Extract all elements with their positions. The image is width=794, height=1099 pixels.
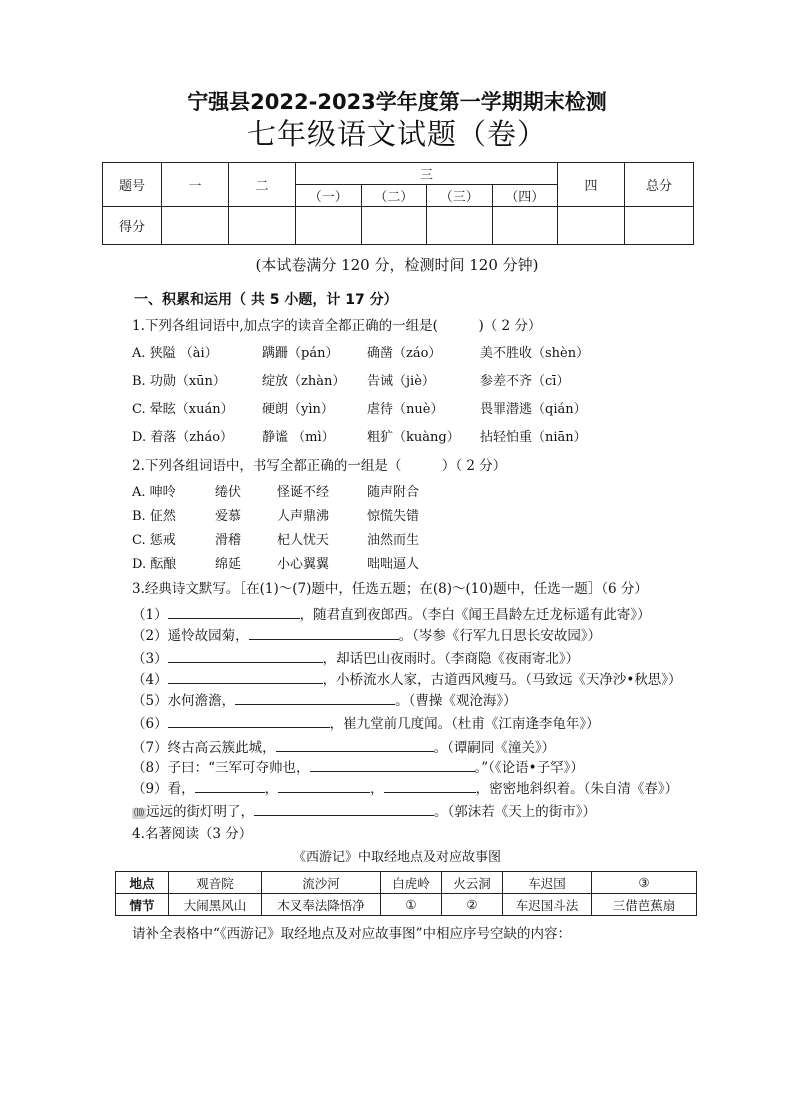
option-a-item: 怪诞不经	[277, 485, 330, 500]
score-sub-4: （四）	[492, 185, 558, 207]
recite-num: （1）	[132, 607, 168, 623]
answer-blank[interactable]	[168, 604, 300, 619]
option-a-item: 蹒跚（pán）	[262, 346, 339, 361]
journey-cell: 木叉奉法降悟净	[262, 894, 381, 916]
journey-blank-3[interactable]: ③	[592, 872, 697, 894]
exam-subtitle: 七年级语文试题（卷）	[246, 117, 547, 151]
option-c-item: 油然而生	[367, 533, 420, 548]
option-d-item: 绵延	[215, 557, 242, 572]
exam-note: (本试卷满分 120 分，检测时间 120 分钟)	[255, 256, 539, 274]
option-b-item: 参差不齐（cī）	[480, 374, 570, 389]
recite-line-1	[132, 603, 651, 623]
recite-num: （7）终古高云簇此城，	[132, 740, 276, 756]
option-d-item: 粗犷（kuàng）	[367, 430, 460, 445]
recite-tail: ，密密地斜织着。（朱自清《春》）	[475, 781, 679, 797]
recite-mid: 远远的街灯明了，	[146, 804, 254, 820]
journey-blank-2[interactable]: ②	[442, 894, 503, 916]
answer-blank[interactable]	[276, 737, 434, 752]
recite-tail: ，却话巴山夜雨时。（李商隐《夜雨寄北》）	[322, 651, 580, 667]
option-d-item: 静谧 （mì）	[262, 430, 335, 445]
recite-num: （3）	[132, 651, 168, 667]
recite-line-4	[132, 668, 682, 688]
recite-line-7	[132, 736, 555, 756]
question-4-instruction: 请补全表格中“《西游记》取经地点及对应故事图”中相应序号空缺的内容：	[132, 926, 572, 942]
option-a-item[interactable]: A. 狭隘 （ài）	[132, 346, 218, 361]
option-a-item: 绻伏	[215, 485, 242, 500]
score-cell	[558, 207, 625, 245]
score-header-label: 题号	[103, 163, 162, 207]
journey-cell: 白虎岭	[381, 872, 442, 894]
journey-cell: 观音院	[169, 872, 262, 894]
recite-line-2	[132, 624, 601, 644]
recite-line-6	[132, 712, 600, 732]
question-2-stem: 2.下列各组词语中，书写全都正确的一组是（ ）（ 2 分）	[132, 458, 507, 474]
score-cell	[492, 207, 558, 245]
score-sub-1: （一）	[296, 185, 362, 207]
recite-num: （9）看，	[132, 781, 195, 797]
journey-cell: 车迟国	[503, 872, 592, 894]
score-cell	[361, 207, 427, 245]
answer-blank[interactable]	[235, 690, 395, 705]
journey-cell: 三借芭蕉扇	[592, 894, 697, 916]
option-a-item: 确凿（záo）	[367, 346, 442, 361]
answer-blank[interactable]	[168, 669, 323, 684]
recite-line-3	[132, 647, 579, 667]
recite-line-8	[132, 756, 584, 776]
score-sub-3: （三）	[427, 185, 493, 207]
option-c-item: 滑稽	[215, 533, 242, 548]
option-b-item: 人声鼎沸	[277, 509, 330, 524]
recite-num: （6）	[132, 716, 168, 732]
option-c-item[interactable]: C. 惩戒	[132, 533, 176, 548]
recite-tail: 。”（《论语•子罕》）	[474, 760, 584, 776]
recite-num: （2）遥怜故园菊，	[132, 628, 249, 644]
question-4-stem: 4.名著阅读（3 分）	[132, 826, 253, 842]
journey-cell: 车迟国斗法	[503, 894, 592, 916]
recite-tail: 。（岑参《行军九日思长安故园》）	[398, 628, 602, 644]
score-row-label: 得分	[103, 207, 162, 245]
option-d-item[interactable]: D. 酝酿	[132, 557, 177, 572]
answer-blank[interactable]	[249, 625, 399, 640]
recite-num: （8）子曰：“三军可夺帅也，	[132, 760, 310, 776]
score-cell	[162, 207, 229, 245]
journey-row-header: 情节	[116, 894, 169, 916]
recite-num: （5）水何澹澹，	[132, 693, 236, 709]
table-caption: 《西游记》中取经地点及对应故事图	[292, 850, 501, 865]
journey-cell: 火云洞	[442, 872, 503, 894]
journey-cell: 流沙河	[262, 872, 381, 894]
recite-line-10	[132, 800, 596, 820]
score-cell	[229, 207, 296, 245]
option-b-item: 惊慌失错	[367, 509, 420, 524]
score-col-total: 总分	[625, 163, 694, 207]
answer-blank[interactable]	[168, 713, 330, 728]
answer-blank[interactable]	[195, 778, 265, 793]
option-b-item: 告诫（jiè）	[367, 374, 435, 389]
option-c-item: 硬朗（yìn）	[262, 402, 334, 417]
option-a-item[interactable]: A. 呻呤	[132, 485, 176, 500]
option-d-item: 小心翼翼	[277, 557, 330, 572]
answer-blank[interactable]	[278, 778, 370, 793]
score-sub-2: （二）	[361, 185, 427, 207]
question-1-stem: 1.下列各组词语中,加点字的读音全都正确的一组是( )（ 2 分）	[132, 318, 542, 334]
option-d-item[interactable]: D. 着落（zháo）	[132, 430, 234, 445]
answer-blank[interactable]	[384, 778, 476, 793]
recite-tail: 。（曹操《观沧海》）	[395, 693, 517, 709]
option-d-item: 拈轻怕重（niān）	[480, 430, 587, 445]
score-col-2: 二	[229, 163, 296, 207]
answer-blank[interactable]	[254, 801, 434, 816]
recite-num-highlight: ⑽	[134, 808, 144, 819]
option-c-item: 畏罪潜逃（qián）	[480, 402, 587, 417]
score-table	[102, 162, 694, 245]
recite-num: （4）	[132, 672, 168, 688]
score-cell	[427, 207, 493, 245]
score-cell	[296, 207, 362, 245]
answer-blank[interactable]	[168, 648, 323, 663]
journey-table	[115, 871, 697, 916]
option-a-item: 美不胜收（shèn）	[480, 346, 590, 361]
recite-line-5	[132, 689, 517, 709]
option-c-item: 杞人忧天	[277, 533, 330, 548]
option-b-item[interactable]: B. 功勋（xūn）	[132, 374, 226, 389]
recite-tail: ，随君直到夜郎西。（李白《闻王昌龄左迁龙标遥有此寄》）	[299, 607, 651, 623]
recite-line-9: （9）看， ， ， ，密密地斜织着。（朱自清《春》）	[132, 777, 678, 797]
section-heading: 一、积累和运用（ 共 5 小题，计 17 分）	[134, 292, 398, 308]
question-3-stem: 3.经典诗文默写。［在(1)～(7)题中，任选五题；在(8)～(10)题中，任选一题］（6 分）	[132, 581, 648, 597]
answer-blank[interactable]	[310, 757, 475, 772]
score-col-4: 四	[558, 163, 625, 207]
option-d-item: 咄咄逼人	[367, 557, 420, 572]
journey-blank-1[interactable]: ①	[381, 894, 442, 916]
option-b-item: 绽放（zhàn）	[262, 374, 346, 389]
recite-tail: ，小桥流水人家，古道西风瘦马。（马致远《天净沙•秋思》）	[322, 672, 682, 688]
option-c-item[interactable]: C. 晕眩（xuán）	[132, 402, 234, 417]
exam-title: 宁强县2022-2023学年度第一学期期末检测	[187, 90, 607, 114]
option-b-item[interactable]: B. 佂然	[132, 509, 176, 524]
journey-row-header: 地点	[116, 872, 169, 894]
recite-tail: ，崔九堂前几度闻。（杜甫《江南逢李龟年》）	[329, 716, 600, 732]
recite-tail: 。（谭嗣同《潼关》）	[433, 740, 556, 756]
score-cell	[625, 207, 694, 245]
score-col-1: 一	[162, 163, 229, 207]
option-b-item: 爱慕	[215, 509, 242, 524]
recite-tail: 。（郭沫若《天上的街市》）	[434, 804, 596, 820]
score-col-3: 三	[296, 163, 558, 185]
option-c-item: 虐待（nuè）	[367, 402, 444, 417]
journey-cell: 大闹黑风山	[169, 894, 262, 916]
option-a-item: 随声附合	[367, 485, 420, 500]
